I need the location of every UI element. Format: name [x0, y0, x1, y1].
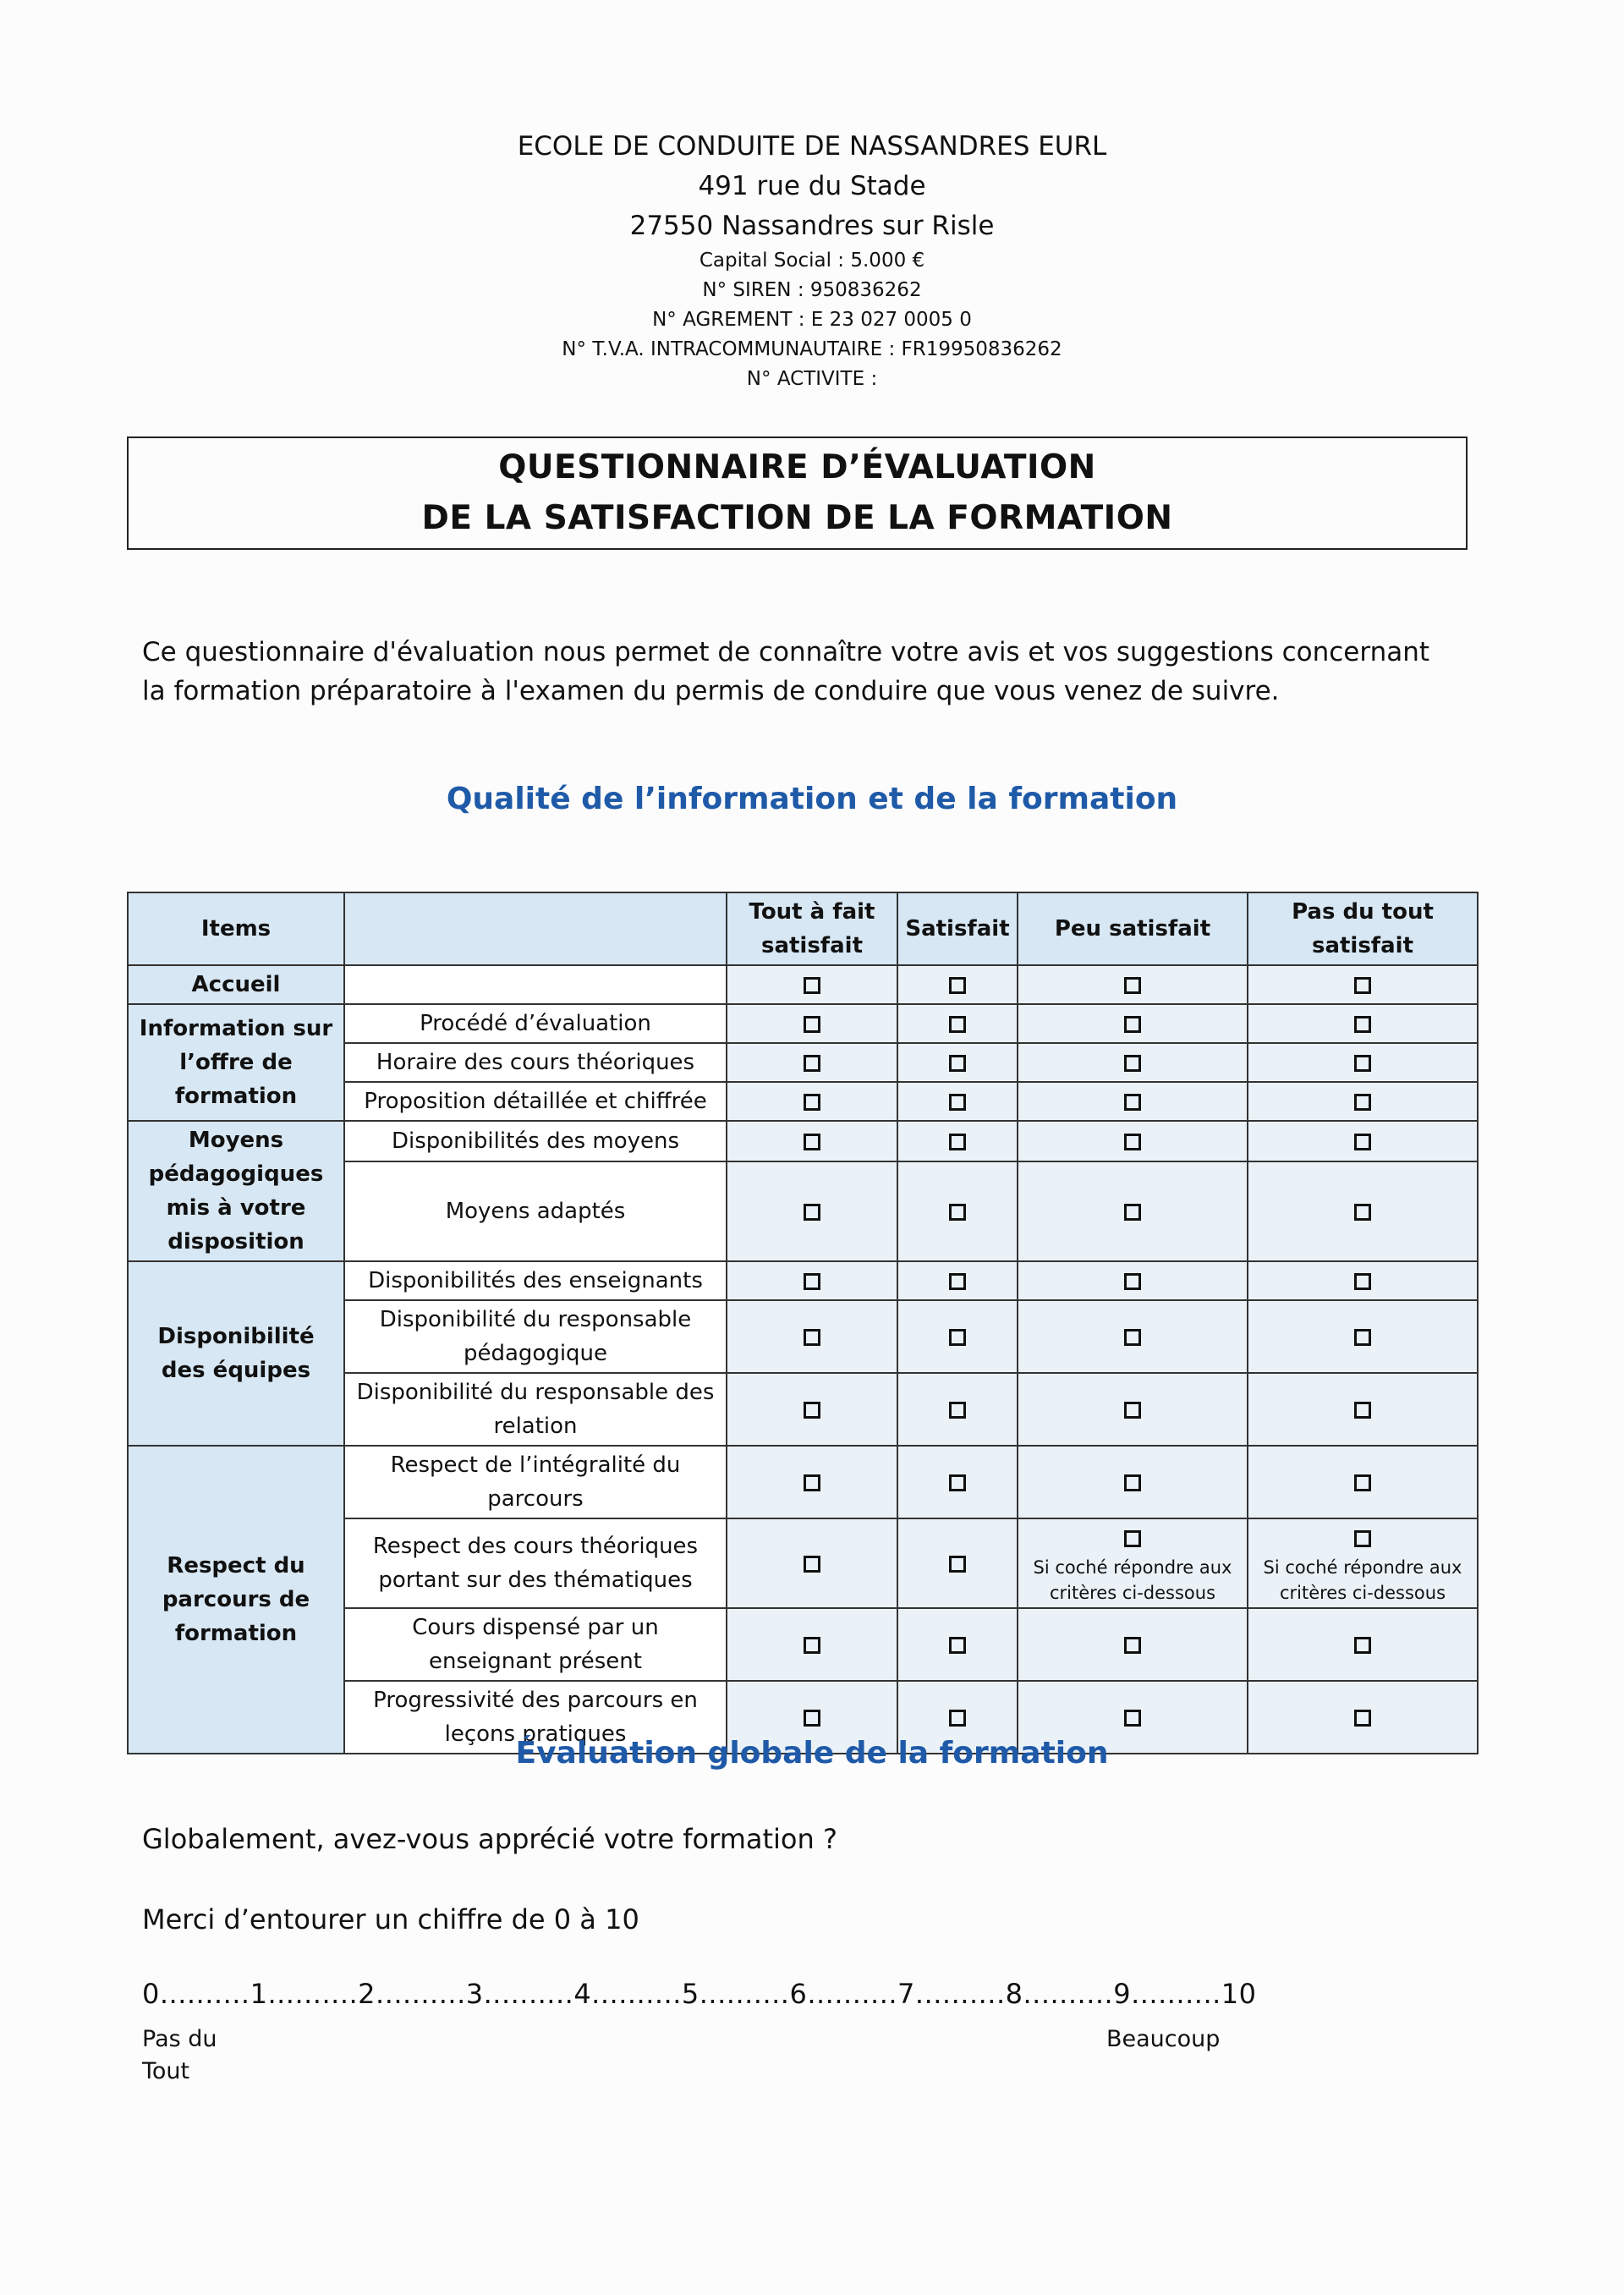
table-row [128, 1121, 1478, 1161]
row-label: Procédé d’évaluation [344, 1004, 727, 1043]
company-capital: Capital Social : 5.000 € [699, 250, 925, 272]
checkbox[interactable] [1354, 1710, 1371, 1727]
followup-note: Si coché répondre aux critères ci-dessous [1263, 1557, 1462, 1603]
header-satisfait: Satisfait [897, 892, 1018, 965]
checkbox[interactable] [804, 1134, 820, 1150]
checkbox[interactable] [1354, 1273, 1371, 1290]
checkbox[interactable] [804, 1329, 820, 1346]
group-respect: Respect du parcours de formation [128, 1446, 344, 1754]
checkbox[interactable] [804, 1273, 820, 1290]
row-label: Moyens adaptés [344, 1161, 727, 1261]
scale-high-label: Beaucoup [1106, 2026, 1221, 2052]
company-street: 491 rue du Stade [698, 171, 926, 201]
checkbox[interactable] [1354, 1402, 1371, 1419]
checkbox[interactable] [1124, 1134, 1141, 1150]
document-title-box [127, 436, 1468, 550]
checkbox[interactable] [1124, 1016, 1141, 1033]
row-label: Horaire des cours théoriques [344, 1043, 727, 1082]
row-label: Respect de l’intégralité du parcours [344, 1446, 727, 1518]
checkbox[interactable] [949, 977, 966, 994]
table-row [128, 965, 1478, 1004]
checkbox[interactable] [1354, 1055, 1371, 1072]
checkbox[interactable] [1354, 1530, 1371, 1547]
intro-paragraph [142, 633, 1495, 711]
group-information: Information sur l’offre de formation [128, 1004, 344, 1121]
checkbox[interactable] [949, 1474, 966, 1491]
checkbox[interactable] [949, 1710, 966, 1727]
company-agrement: N° AGREMENT : E 23 027 0005 0 [652, 309, 972, 331]
checkbox[interactable] [1354, 1204, 1371, 1221]
company-header [0, 127, 1624, 394]
company-activite: N° ACTIVITE : [746, 368, 878, 390]
followup-note: Si coché répondre aux critères ci-dessous [1033, 1557, 1232, 1603]
checkbox[interactable] [1124, 1094, 1141, 1111]
checkbox[interactable] [1354, 1134, 1371, 1150]
header-blank [344, 892, 727, 965]
table-row [128, 1446, 1478, 1518]
checkbox[interactable] [1124, 1474, 1141, 1491]
checkbox[interactable] [804, 1094, 820, 1111]
global-question: Globalement, avez-vous apprécié votre formation ? [142, 1823, 837, 1855]
checkbox[interactable] [949, 1134, 966, 1150]
checkbox[interactable] [804, 977, 820, 994]
checkbox[interactable] [949, 1204, 966, 1221]
row-label: Disponibilités des enseignants [344, 1261, 727, 1300]
checkbox[interactable] [1124, 1402, 1141, 1419]
row-label: Disponibilité du responsable des relation [344, 1373, 727, 1446]
table-header-row [128, 892, 1478, 965]
checkbox[interactable] [804, 1055, 820, 1072]
checkbox[interactable] [804, 1637, 820, 1654]
checkbox[interactable] [1354, 1637, 1371, 1654]
header-pas-du-tout-satisfait: Pas du tout satisfait [1248, 892, 1478, 965]
checkbox[interactable] [804, 1016, 820, 1033]
checkbox[interactable] [1354, 1329, 1371, 1346]
row-label: Disponibilité du responsable pédagogique [344, 1300, 727, 1373]
group-accueil: Accueil [128, 965, 344, 1004]
company-name: ECOLE DE CONDUITE DE NASSANDRES EURL [517, 131, 1107, 162]
checkbox[interactable] [1354, 977, 1371, 994]
company-siren: N° SIREN : 950836262 [702, 279, 922, 301]
checkbox[interactable] [1124, 1530, 1141, 1547]
checkbox[interactable] [804, 1474, 820, 1491]
company-tva: N° T.V.A. INTRACOMMUNAUTAIRE : FR19950836262 [562, 338, 1062, 360]
row-label-empty [344, 965, 727, 1004]
rating-scale[interactable]: 0..........1..........2..........3..........4..........5..........6..........7..........8..........9..........10 [142, 1978, 1257, 2010]
checkbox[interactable] [1124, 1637, 1141, 1654]
checkbox[interactable] [949, 1016, 966, 1033]
header-tout-a-fait-satisfait: Tout à fait satisfait [727, 892, 897, 965]
checkbox[interactable] [949, 1329, 966, 1346]
scale-low-label: Pas du [142, 2026, 217, 2052]
row-label: Proposition détaillée et chiffrée [344, 1082, 727, 1121]
checkbox[interactable] [949, 1094, 966, 1111]
header-peu-satisfait: Peu satisfait [1018, 892, 1248, 965]
company-city: 27550 Nassandres sur Risle [629, 211, 995, 241]
checkbox[interactable] [804, 1402, 820, 1419]
evaluation-table [127, 892, 1479, 1754]
scale-low-label-2: Tout [142, 2058, 190, 2084]
scale-instruction: Merci d’entourer un chiffre de 0 à 10 [142, 1903, 639, 1935]
checkbox[interactable] [1124, 1710, 1141, 1727]
checkbox[interactable] [1124, 1204, 1141, 1221]
section-title-global: Évaluation globale de la formation [515, 1736, 1109, 1771]
header-items: Items [128, 892, 344, 965]
checkbox[interactable] [1354, 1474, 1371, 1491]
checkbox[interactable] [949, 1273, 966, 1290]
checkbox[interactable] [804, 1204, 820, 1221]
checkbox[interactable] [1124, 1329, 1141, 1346]
row-label: Respect des cours théoriques portant sur des thématiques [344, 1518, 727, 1608]
checkbox[interactable] [804, 1710, 820, 1727]
checkbox[interactable] [1124, 1055, 1141, 1072]
table-row [128, 1004, 1478, 1043]
checkbox[interactable] [949, 1556, 966, 1573]
section-title-quality: Qualité de l’information et de la formation [446, 782, 1178, 816]
intro-line2: la formation préparatoire à l'examen du permis de conduire que vous venez de suivre. [142, 676, 1280, 706]
document-title-line2: DE LA SATISFACTION DE LA FORMATION [421, 499, 1173, 537]
checkbox[interactable] [949, 1402, 966, 1419]
intro-line1: Ce questionnaire d'évaluation nous permet de connaître votre avis et vos suggestions concernant [142, 637, 1430, 667]
checkbox[interactable] [949, 1055, 966, 1072]
group-moyens: Moyens pédagogiques mis à votre disposition [128, 1121, 344, 1261]
document-title-line1: QUESTIONNAIRE D’ÉVALUATION [498, 448, 1096, 486]
checkbox[interactable] [804, 1556, 820, 1573]
row-label: Progressivité des parcours en leçons pratiques [344, 1681, 727, 1754]
checkbox[interactable] [1354, 1016, 1371, 1033]
checkbox[interactable] [1124, 977, 1141, 994]
checkbox[interactable] [1124, 1273, 1141, 1290]
row-label: Cours dispensé par un enseignant présent [344, 1608, 727, 1681]
table-row [128, 1261, 1478, 1300]
row-label: Disponibilités des moyens [344, 1121, 727, 1161]
checkbox[interactable] [949, 1637, 966, 1654]
checkbox[interactable] [1354, 1094, 1371, 1111]
group-disponibilite: Disponibilité des équipes [128, 1261, 344, 1446]
